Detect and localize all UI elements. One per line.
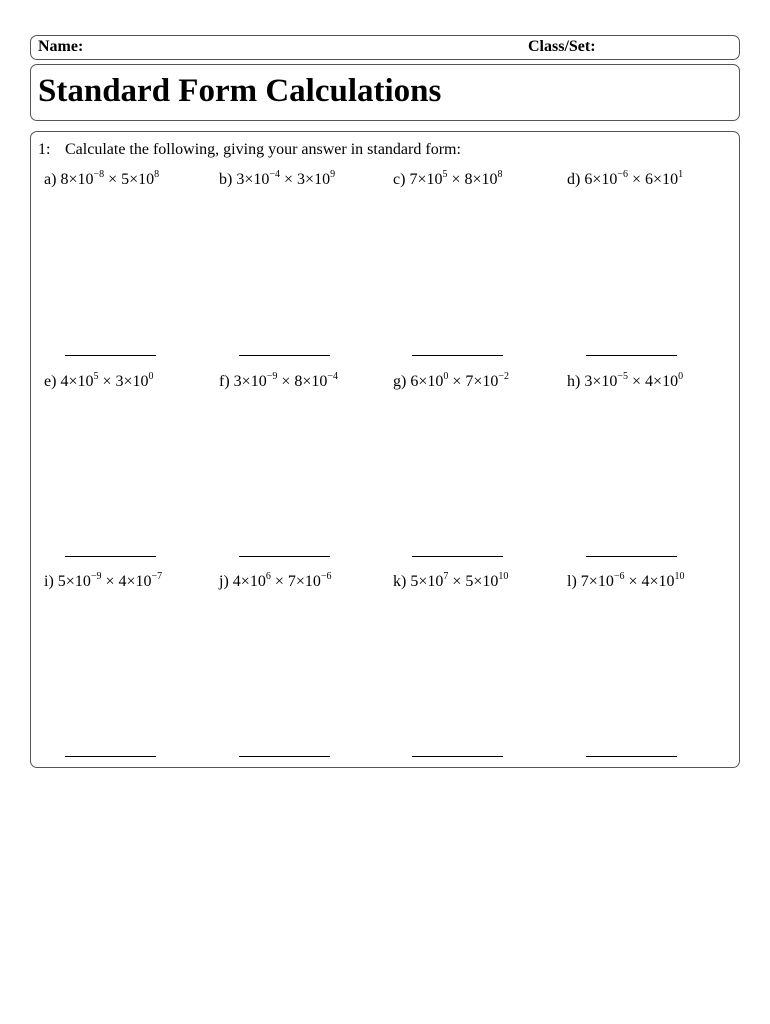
question-box bbox=[30, 131, 740, 768]
times-sign: × bbox=[632, 171, 642, 188]
times-sign: × bbox=[452, 573, 462, 590]
answer-line[interactable] bbox=[412, 756, 503, 757]
base: 10 bbox=[601, 373, 618, 390]
problem-h bbox=[567, 373, 683, 391]
problem-d bbox=[567, 171, 683, 189]
exponent: −8 bbox=[93, 169, 105, 180]
times-sign: × bbox=[632, 373, 642, 390]
instruction-text: Calculate the following, giving your answer in standard form: bbox=[65, 141, 461, 158]
times-sign: × bbox=[123, 373, 133, 390]
times-sign: × bbox=[295, 573, 305, 590]
times-sign: × bbox=[628, 573, 638, 590]
problem-b bbox=[219, 171, 335, 189]
exponent: 0 bbox=[678, 371, 684, 382]
problem-g bbox=[393, 373, 509, 391]
exponent: 5 bbox=[93, 371, 99, 382]
times-sign: × bbox=[473, 373, 483, 390]
mantissa: 3 bbox=[236, 171, 245, 188]
times-sign: × bbox=[472, 171, 482, 188]
base: 10 bbox=[481, 171, 498, 188]
question-instruction bbox=[38, 141, 461, 159]
problem-e bbox=[44, 373, 154, 391]
mantissa: 4 bbox=[118, 573, 127, 590]
mantissa: 6 bbox=[410, 373, 419, 390]
exponent: 8 bbox=[154, 169, 160, 180]
base: 10 bbox=[77, 171, 94, 188]
problem-label: c) bbox=[393, 171, 406, 188]
mantissa: 3 bbox=[233, 373, 242, 390]
mantissa: 4 bbox=[645, 373, 654, 390]
problem-label: b) bbox=[219, 171, 233, 188]
answer-line[interactable] bbox=[65, 355, 156, 356]
times-sign: × bbox=[305, 171, 315, 188]
problem-label: d) bbox=[567, 171, 581, 188]
base: 10 bbox=[311, 373, 328, 390]
times-sign: × bbox=[274, 573, 284, 590]
mantissa: 8 bbox=[60, 171, 69, 188]
base: 10 bbox=[135, 573, 152, 590]
problem-a bbox=[44, 171, 159, 189]
times-sign: × bbox=[284, 171, 294, 188]
times-sign: × bbox=[108, 171, 118, 188]
base: 10 bbox=[426, 171, 443, 188]
problem-label: f) bbox=[219, 373, 230, 390]
times-sign: × bbox=[126, 573, 136, 590]
times-sign: × bbox=[451, 171, 461, 188]
answer-line[interactable] bbox=[586, 355, 677, 356]
exponent: 0 bbox=[443, 371, 449, 382]
times-sign: × bbox=[418, 373, 428, 390]
worksheet-title: Standard Form Calculations bbox=[38, 73, 442, 109]
exponent: −2 bbox=[498, 371, 510, 382]
base: 10 bbox=[253, 171, 270, 188]
mantissa: 7 bbox=[409, 171, 418, 188]
exponent: 1 bbox=[678, 169, 684, 180]
times-sign: × bbox=[102, 373, 112, 390]
times-sign: × bbox=[241, 373, 251, 390]
times-sign: × bbox=[68, 171, 78, 188]
times-sign: × bbox=[653, 373, 663, 390]
base: 10 bbox=[427, 373, 444, 390]
exponent: −9 bbox=[90, 571, 102, 582]
answer-line[interactable] bbox=[412, 355, 503, 356]
exponent: −6 bbox=[320, 571, 332, 582]
header-bar bbox=[30, 35, 740, 60]
base: 10 bbox=[314, 171, 331, 188]
problem-i bbox=[44, 573, 162, 591]
mantissa: 8 bbox=[464, 171, 473, 188]
answer-line[interactable] bbox=[239, 756, 330, 757]
exponent: 9 bbox=[330, 169, 336, 180]
mantissa: 3 bbox=[115, 373, 124, 390]
mantissa: 5 bbox=[465, 573, 474, 590]
exponent: −9 bbox=[266, 371, 278, 382]
times-sign: × bbox=[129, 171, 139, 188]
mantissa: 6 bbox=[584, 171, 593, 188]
mantissa: 7 bbox=[580, 573, 589, 590]
times-sign: × bbox=[418, 573, 428, 590]
times-sign: × bbox=[473, 573, 483, 590]
base: 10 bbox=[662, 171, 679, 188]
base: 10 bbox=[304, 573, 321, 590]
exponent: −4 bbox=[327, 371, 339, 382]
name-label: Name: bbox=[38, 38, 84, 55]
base: 10 bbox=[597, 573, 614, 590]
base: 10 bbox=[249, 573, 266, 590]
class-set-label: Class/Set: bbox=[528, 38, 596, 55]
problem-label: g) bbox=[393, 373, 407, 390]
answer-line[interactable] bbox=[65, 556, 156, 557]
problem-k bbox=[393, 573, 508, 591]
problem-label: k) bbox=[393, 573, 407, 590]
mantissa: 4 bbox=[641, 573, 650, 590]
problem-j bbox=[219, 573, 332, 591]
mantissa: 4 bbox=[60, 373, 69, 390]
problem-l bbox=[567, 573, 685, 591]
times-sign: × bbox=[588, 573, 598, 590]
exponent: −4 bbox=[269, 169, 280, 180]
times-sign: × bbox=[653, 171, 663, 188]
problem-f bbox=[219, 373, 338, 391]
base: 10 bbox=[482, 373, 499, 390]
mantissa: 7 bbox=[287, 573, 296, 590]
base: 10 bbox=[601, 171, 618, 188]
answer-line[interactable] bbox=[586, 756, 677, 757]
base: 10 bbox=[662, 373, 679, 390]
times-sign: × bbox=[105, 573, 115, 590]
answer-line[interactable] bbox=[586, 556, 677, 557]
exponent: 10 bbox=[674, 571, 685, 582]
times-sign: × bbox=[65, 573, 75, 590]
problem-label: e) bbox=[44, 373, 57, 390]
exponent: −5 bbox=[617, 371, 628, 382]
question-number: 1: bbox=[38, 141, 51, 158]
times-sign: × bbox=[244, 171, 254, 188]
mantissa: 7 bbox=[465, 373, 474, 390]
times-sign: × bbox=[452, 373, 462, 390]
answer-line[interactable] bbox=[239, 556, 330, 557]
title-box bbox=[30, 64, 740, 121]
mantissa: 3 bbox=[297, 171, 306, 188]
base: 10 bbox=[658, 573, 675, 590]
answer-line[interactable] bbox=[65, 756, 156, 757]
problem-c bbox=[393, 171, 503, 189]
base: 10 bbox=[132, 373, 149, 390]
base: 10 bbox=[482, 573, 499, 590]
exponent: −7 bbox=[151, 571, 163, 582]
base: 10 bbox=[77, 373, 94, 390]
mantissa: 8 bbox=[294, 373, 303, 390]
mantissa: 5 bbox=[57, 573, 66, 590]
mantissa: 6 bbox=[645, 171, 654, 188]
problem-label: l) bbox=[567, 573, 577, 590]
mantissa: 3 bbox=[584, 373, 593, 390]
times-sign: × bbox=[592, 171, 602, 188]
times-sign: × bbox=[281, 373, 291, 390]
exponent: 8 bbox=[497, 169, 503, 180]
times-sign: × bbox=[592, 373, 602, 390]
problem-label: j) bbox=[219, 573, 229, 590]
exponent: 10 bbox=[498, 571, 509, 582]
problem-label: h) bbox=[567, 373, 581, 390]
base: 10 bbox=[250, 373, 267, 390]
base: 10 bbox=[74, 573, 91, 590]
times-sign: × bbox=[649, 573, 659, 590]
exponent: 7 bbox=[443, 571, 449, 582]
problem-label: i) bbox=[44, 573, 54, 590]
exponent: −6 bbox=[617, 169, 628, 180]
exponent: −6 bbox=[613, 571, 625, 582]
mantissa: 5 bbox=[121, 171, 130, 188]
times-sign: × bbox=[417, 171, 427, 188]
problem-label: a) bbox=[44, 171, 57, 188]
exponent: 0 bbox=[148, 371, 154, 382]
mantissa: 4 bbox=[232, 573, 241, 590]
mantissa: 5 bbox=[410, 573, 419, 590]
times-sign: × bbox=[302, 373, 312, 390]
answer-line[interactable] bbox=[239, 355, 330, 356]
times-sign: × bbox=[68, 373, 78, 390]
exponent: 6 bbox=[265, 571, 271, 582]
answer-line[interactable] bbox=[412, 556, 503, 557]
exponent: 5 bbox=[442, 169, 448, 180]
base: 10 bbox=[427, 573, 444, 590]
base: 10 bbox=[138, 171, 155, 188]
times-sign: × bbox=[240, 573, 250, 590]
